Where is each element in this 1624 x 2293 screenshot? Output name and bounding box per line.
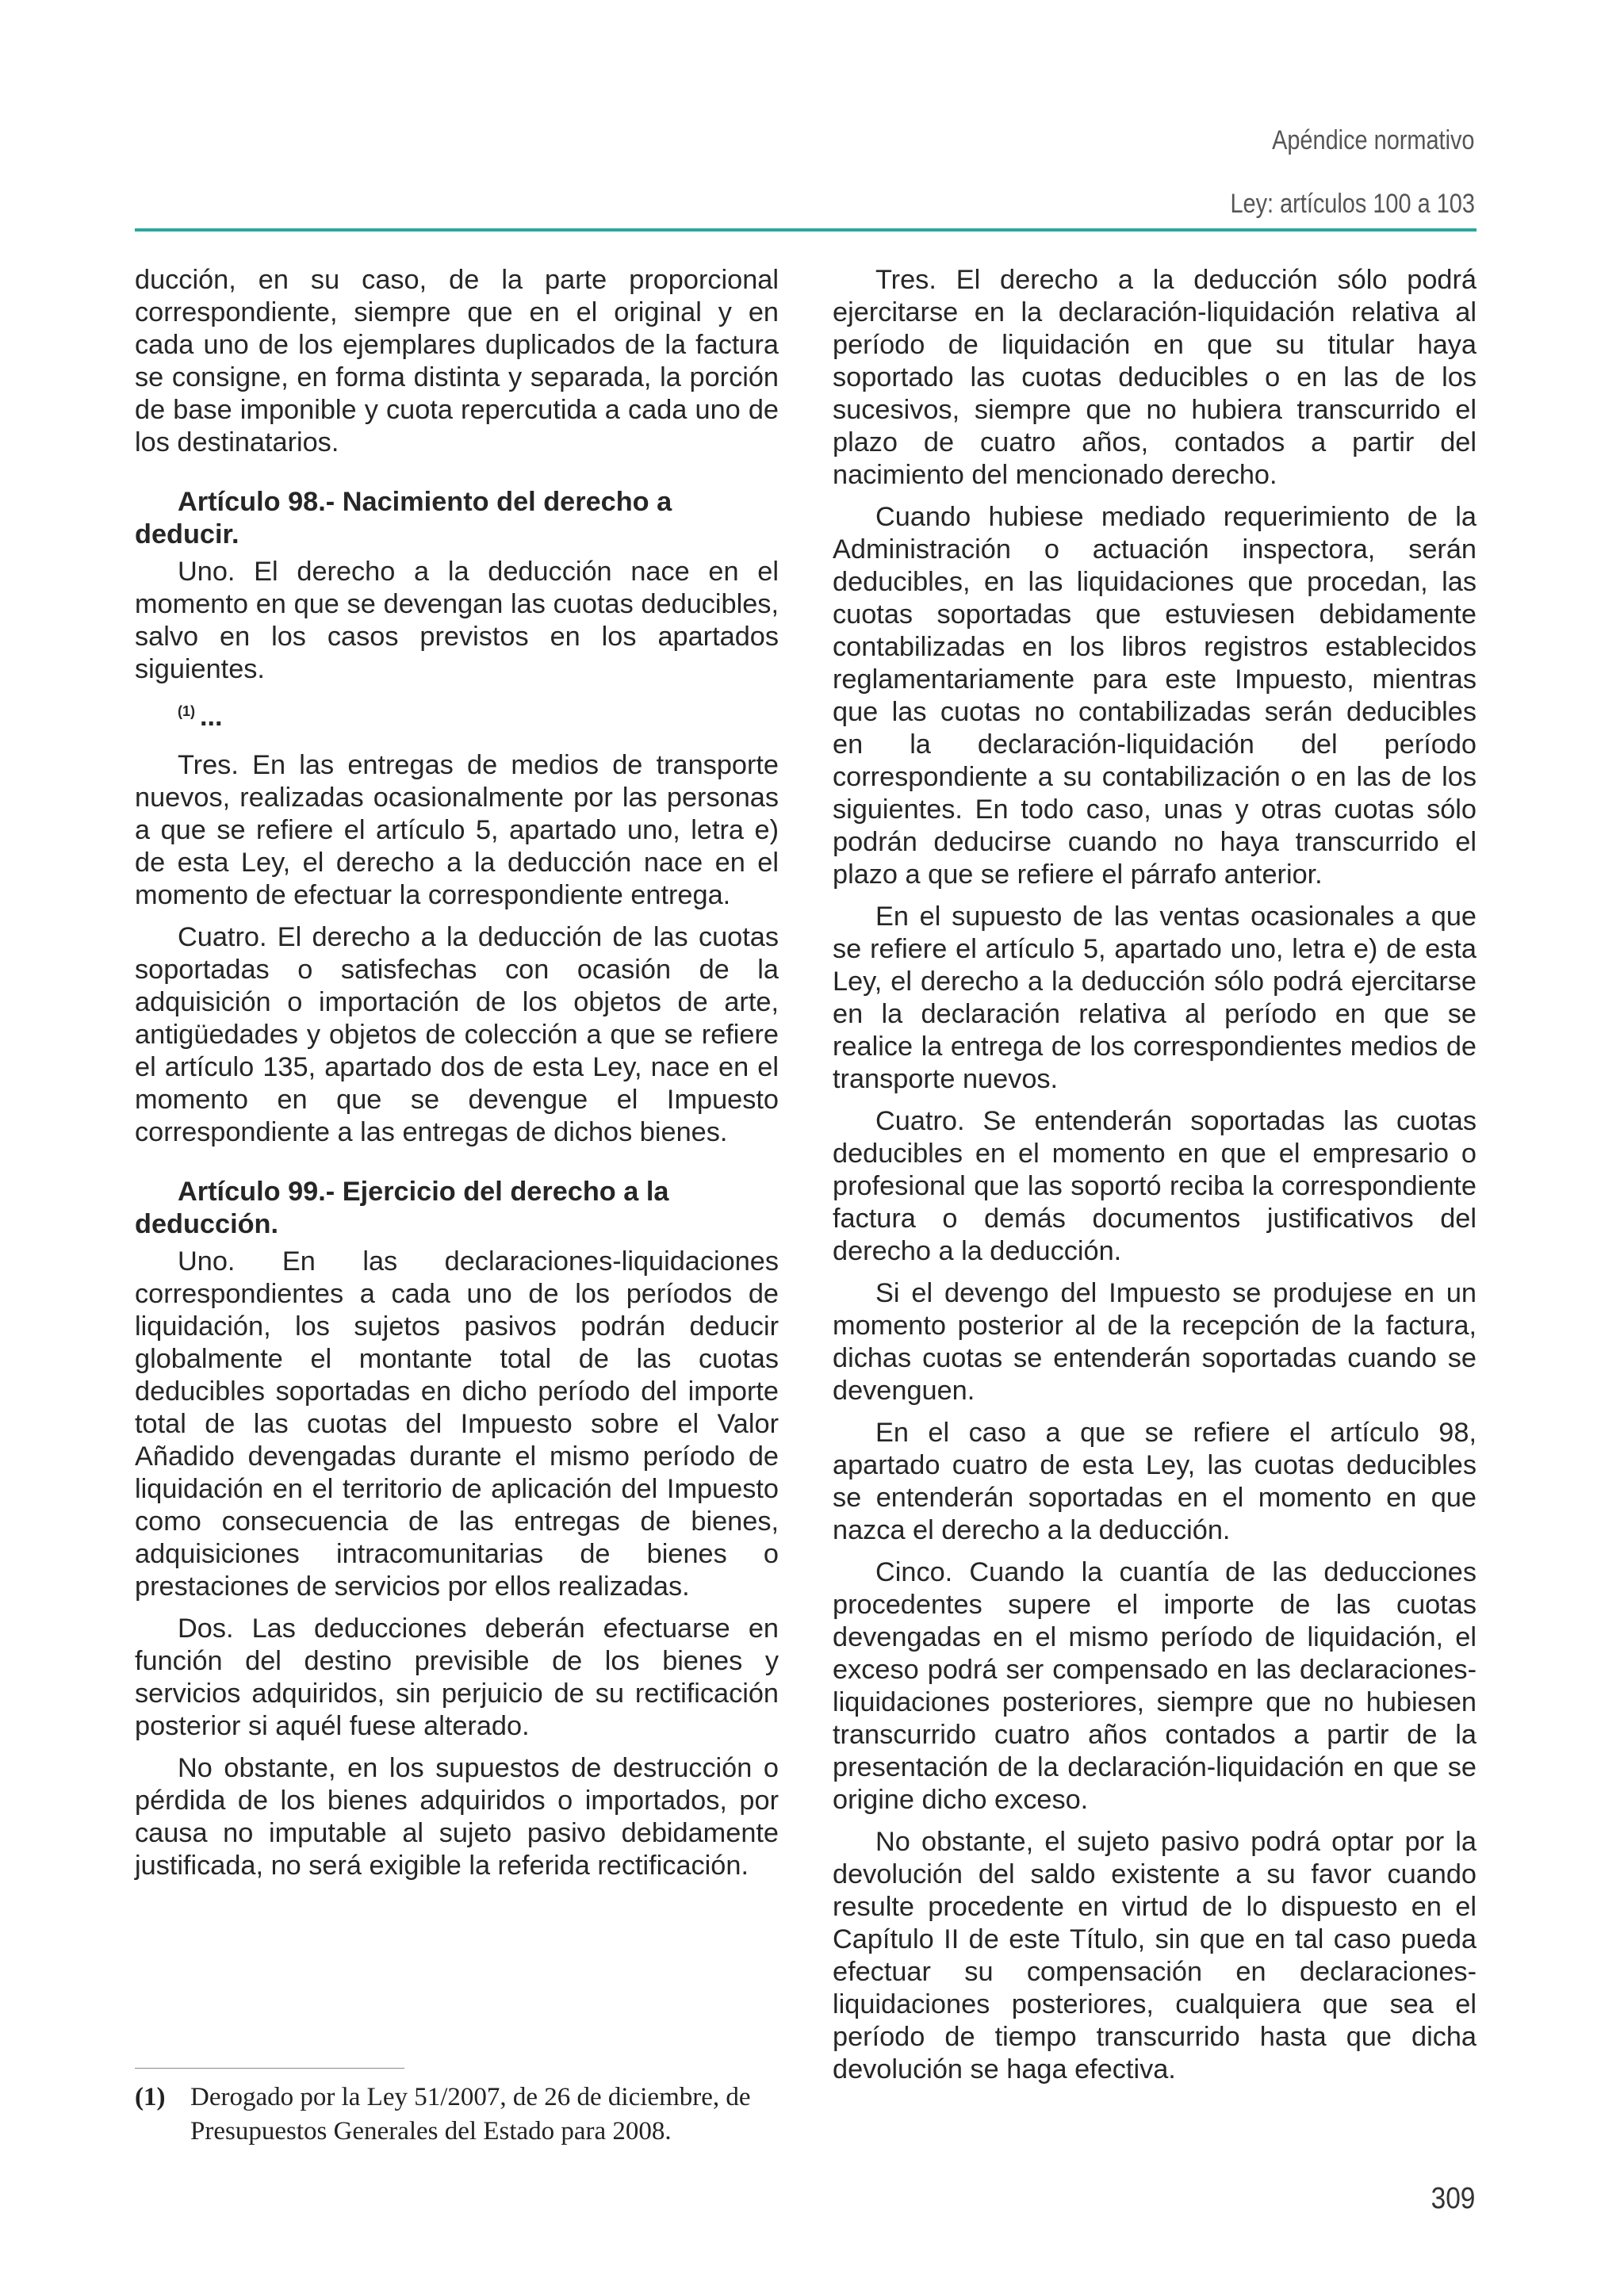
footnote-divider bbox=[135, 2068, 404, 2069]
ellipsis: ... bbox=[200, 702, 223, 732]
footnote-reference: (1) bbox=[178, 703, 195, 719]
paragraph: En el caso a que se refiere el artículo 98, apartado cuatro de esta Ley, las cuotas deducibles se entenderán soportadas en el momento en que nazca el derecho a la deducción. bbox=[833, 1418, 1477, 1545]
article-99-heading: Artículo 99.- Ejercicio del derecho a la deducción. bbox=[135, 1177, 669, 1239]
footnote-mark: (1) bbox=[135, 2083, 166, 2111]
paragraph: Cinco. Cuando la cuantía de las deducciones procedentes supere el importe de las cuotas devengadas en el mismo período de liquidación, el exceso podrá ser compensado en las declaraciones-liquidaciones posteriores, siempre que no hubiesen transcurrido cuatro años contados a partir de la presentación de la declaración-liquidación en que se origine dicho exceso. bbox=[833, 1557, 1477, 1815]
omitted-section-note bbox=[135, 695, 779, 733]
paragraph: Tres. En las entregas de medios de transporte nuevos, realizadas ocasionalmente por las personas a que se refiere el artículo 5, apartado uno, letra e) de esta Ley, el derecho a la deducción nace en el momento de efectuar la correspondiente entrega. bbox=[135, 750, 779, 910]
paragraph: No obstante, el sujeto pasivo podrá optar por la devolución del saldo existente a su favor cuando resulte procedente en virtud de lo dispuesto en el Capítulo II de este Título, sin que en tal caso pueda efectuar su compensación en declaraciones-liquidaciones posteriores, cualquiera que sea el período de tiempo transcurrido hasta que dicha devolución se haga efectiva. bbox=[833, 1827, 1477, 2084]
paragraph: No obstante, en los supuestos de destrucción o pérdida de los bienes adquiridos o importados, por causa no imputable al sujeto pasivo debidamente justificada, no será exigible la referida rectificación. bbox=[135, 1753, 779, 1881]
paragraph: Uno. En las declaraciones-liquidaciones correspondientes a cada uno de los períodos de liquidación, los sujetos pasivos podrán deducir globalmente el montante total de las cuotas deducibles soportadas en dicho período del importe total de las cuotas del Impuesto sobre el Valor Añadido devengadas durante el mismo período de liquidación en el territorio de aplicación del Impuesto como consecuencia de las entregas de bienes, adquisiciones intracomunitarias de bienes o prestaciones de servicios por ellos realizadas. bbox=[135, 1246, 779, 1602]
paragraph: Si el devengo del Impuesto se produjese en un momento posterior al de la recepción de la factura, dichas cuotas se entenderán soportadas cuando se devenguen. bbox=[833, 1278, 1477, 1406]
running-header-section: Apéndice normativo bbox=[1272, 125, 1475, 155]
left-column bbox=[135, 264, 779, 1892]
running-header-subsection: Ley: artículos 100 a 103 bbox=[1230, 189, 1475, 219]
paragraph: Dos. Las deducciones deberán efectuarse en función del destino previsible de los bienes y servicios adquiridos, sin perjuicio de su rectificación posterior si aquél fuese alterado. bbox=[135, 1614, 779, 1741]
paragraph: Cuatro. Se entenderán soportadas las cuotas deducibles en el momento en que el empresario o profesional que las soportó reciba la correspondiente factura o demás documentos justificativos del derecho a la deducción. bbox=[833, 1106, 1477, 1266]
paragraph: Uno. El derecho a la deducción nace en el momento en que se devengan las cuotas deducibles, salvo en los casos previstos en los apartados siguientes. bbox=[135, 557, 779, 684]
article-98-heading: Artículo 98.- Nacimiento del derecho a deducir. bbox=[135, 487, 672, 549]
footnote-text: Derogado por la Ley 51/2007, de 26 de diciembre, de Presupuestos Generales del Estado para 2008. bbox=[190, 2083, 751, 2146]
footnote bbox=[135, 2081, 793, 2149]
paragraph: Tres. El derecho a la deducción sólo podrá ejercitarse en la declaración-liquidación relativa al período de liquidación en que su titular haya soportado las cuotas deducibles o en las de los sucesivos, siempre que no hubiera transcurrido el plazo de cuatro años, contados a partir del nacimiento del mencionado derecho. bbox=[833, 265, 1477, 490]
paragraph: Cuatro. El derecho a la deducción de las cuotas soportadas o satisfechas con ocasión de la adquisición o importación de los objetos de arte, antigüedades y objetos de colección a que se refiere el artículo 135, apartado dos de esta Ley, nace en el momento en que se devengue el Impuesto correspondiente a las entregas de dichos bienes. bbox=[135, 922, 779, 1147]
paragraph: Cuando hubiese mediado requerimiento de la Administración o actuación inspectora, serán deducibles, en las liquidaciones que procedan, las cuotas soportadas que estuviesen debidamente contabilizadas en los libros registros establecidos reglamentariamente para este Impuesto, mientras que las cuotas no contabilizadas serán deducibles en la declaración-liquidación del período correspondiente a su contabilización o en las de los siguientes. En todo caso, unas y otras cuotas sólo podrán deducirse cuando no haya transcurrido el plazo a que se refiere el párrafo anterior. bbox=[833, 502, 1477, 890]
paragraph: ducción, en su caso, de la parte proporcional correspondiente, siempre que en el original y en cada uno de los ejemplares duplicados de la factura se consigne, en forma distinta y separada, la porción de base imponible y cuota repercutida a cada uno de los destinatarios. bbox=[135, 265, 779, 457]
paragraph: En el supuesto de las ventas ocasionales a que se refiere el artículo 5, apartado uno, letra e) de esta Ley, el derecho a la deducción sólo podrá ejercitarse en la declaración relativa al período en que se realice la entrega de los correspondientes medios de transporte nuevos. bbox=[833, 902, 1477, 1094]
page-number: 309 bbox=[1431, 2182, 1475, 2215]
header-divider bbox=[135, 228, 1477, 232]
right-column bbox=[833, 264, 1477, 2096]
